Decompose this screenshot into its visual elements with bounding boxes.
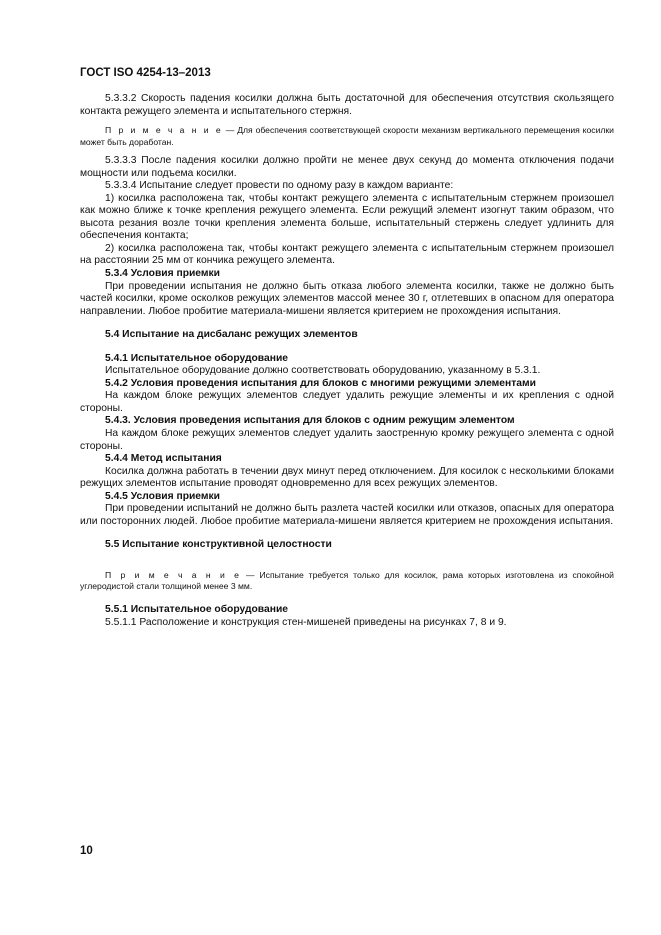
clause-5-5-1-1: 5.5.1.1 Расположение и конструкция стен-мишеней приведены на рисунках 7, 8 и 9.	[105, 616, 507, 628]
clause-5-3-3-2: 5.3.3.2 Скорость падения косилки должна быть достаточной для обеспечения отсутствия скользящего контакта режущего элемента и испытательного стержня.	[80, 93, 614, 117]
clause-5-3-3-4-item-1: 1) косилка расположена так, чтобы контакт режущего элемента с испытательным стержнем произошел как можно ближе к точке крепления режущего элемента. Если режущий элемент изогнут таким образом, что высота резания возле точки крепления элемента больше, испытательный стержень следует удлинить для обеспечения контакта;	[80, 192, 614, 242]
note-1-label: П р и м е ч а н и е	[105, 125, 223, 136]
clause-5-4-4-text: Косилка должна работать в течении двух минут перед отключением. Для косилок с несколькими блоками режущих элементов испытание проводят одновременно для всех режущих элементов.	[80, 465, 614, 490]
document-code-header: ГОСТ ISO 4254-13–2013	[80, 67, 211, 79]
heading-5-4: 5.4 Испытание на дисбаланс режущих элементов	[105, 329, 358, 341]
clause-5-3-3-4-item-2: 2) косилка расположена так, чтобы контакт режущего элемента с испытательным стержнем произошел на расстоянии 25 мм от кончика режущего элемента.	[80, 242, 614, 267]
clause-5-4-2-text: На каждом блоке режущих элементов следует удалить режущие элементы и их крепления с одной стороны.	[80, 390, 614, 414]
clause-5-3-4-text: При проведении испытания не должно быть отказа любого элемента косилки, также не должно быть частей косилки, кроме осколков режущих элементов массой менее 30 г, отлетевших в опасном для оператора направлении. Любое пробитие материала-мишени является критерием не прохождения испытания.	[80, 280, 614, 317]
heading-5-3-4: 5.3.4 Условия приемки	[105, 268, 221, 280]
heading-5-4-5: 5.4.5 Условия приемки	[105, 490, 221, 502]
document-body	[80, 93, 614, 629]
note-2-label: П р и м е ч а н и е	[105, 569, 242, 580]
heading-5-4-4: 5.4.4 Метод испытания	[105, 453, 222, 465]
note-1-text: — Для обеспечения соответствующей скорости механизм вертикального перемещения косилки может быть доработан.	[80, 125, 614, 147]
heading-5-4-3: 5.4.3. Условия проведения испытания для блоков с одним режущим элементом	[105, 415, 515, 427]
note-2-text: — Испытание требуется только для косилок, рама которых изготовлена из спокойной углеродистой стали толщиной менее 3 мм.	[80, 569, 614, 592]
clause-5-3-3-4: 5.3.3.4 Испытание следует провести по одному разу в каждом варианте:	[105, 180, 454, 192]
clause-5-3-3-3: 5.3.3.3 После падения косилки должно пройти не менее двух секунд до момента отключения подачи мощности или подъема косилки.	[80, 155, 614, 179]
page-number: 10	[80, 845, 93, 857]
clause-5-4-5-text: При проведении испытаний не должно быть разлета частей косилки или отказов, опасных для оператора или посторонних людей. Любое пробитие материала-мишени является критерием не прохождения испытания.	[80, 503, 614, 527]
clause-5-4-3-text: На каждом блоке режущих элементов следует удалить заостренную кромку режущего элемента с одной стороны.	[80, 428, 614, 452]
clause-5-4-1-text: Испытательное оборудование должно соответствовать оборудованию, указанному в 5.3.1.	[105, 365, 541, 377]
heading-5-5: 5.5 Испытание конструктивной целостности	[105, 539, 332, 551]
note-2	[80, 570, 614, 593]
heading-5-5-1: 5.5.1 Испытательное оборудование	[105, 603, 288, 615]
note-1	[80, 125, 614, 148]
heading-5-4-1: 5.4.1 Испытательное оборудование	[105, 352, 288, 364]
heading-5-4-2: 5.4.2 Условия проведения испытания для блоков с многими режущими элементами	[105, 377, 536, 389]
